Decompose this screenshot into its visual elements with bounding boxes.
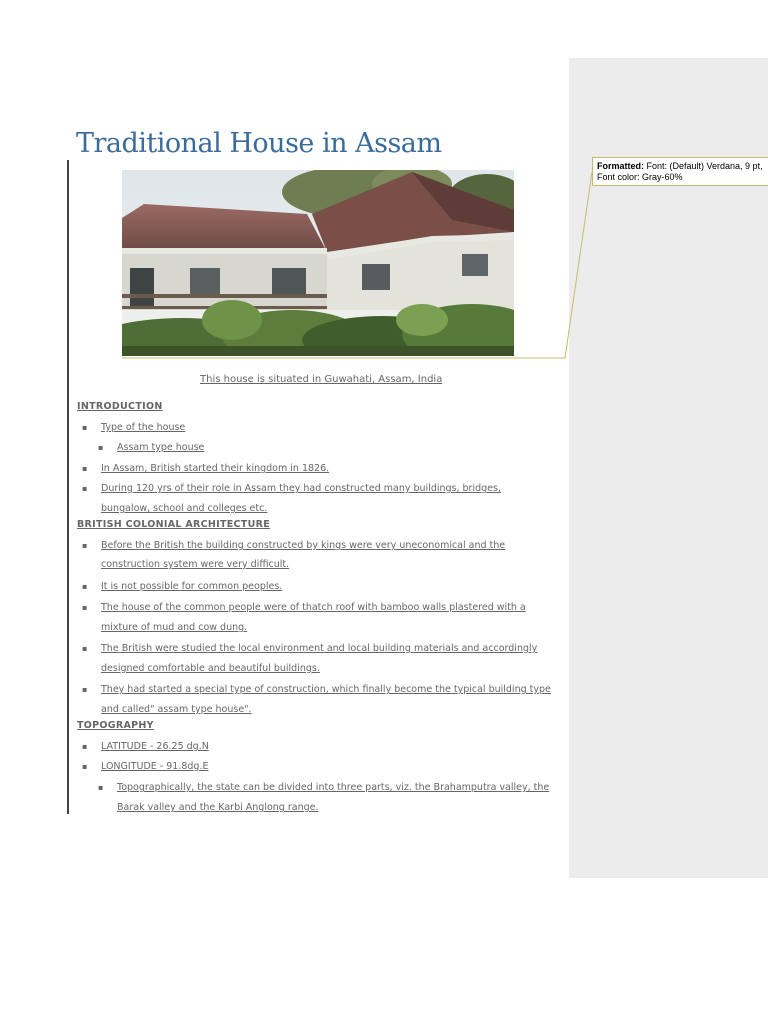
list-item: It is not possible for common peoples.	[101, 581, 283, 592]
list-item-continuation: designed comfortable and beautiful buildings.	[101, 663, 320, 674]
british-architecture-heading: BRITISH COLONIAL ARCHITECTURE	[77, 519, 271, 530]
bullet-marker: ▪	[82, 541, 88, 550]
list-item: In Assam, British started their kingdom in 1826.	[101, 463, 330, 474]
bullet-marker: ▪	[82, 603, 88, 612]
bullet-marker: ▪	[98, 443, 104, 452]
list-item-continuation: Barak valley and the Karbi Anglong range.	[117, 802, 319, 813]
list-item-continuation: construction system were very difficult.	[101, 559, 290, 570]
document-title: Traditional House in Assam	[76, 128, 442, 159]
bullet-marker: ▪	[82, 484, 88, 493]
bullet-marker: ▪	[98, 783, 104, 792]
introduction-heading: INTRODUCTION	[77, 401, 163, 412]
bullet-marker: ▪	[82, 464, 88, 473]
list-item: Before the British the building constructed by kings were very uneconomical and the	[101, 540, 506, 551]
bullet-marker: ▪	[82, 742, 88, 751]
list-item-continuation: bungalow, school and colleges etc.	[101, 503, 268, 514]
bullet-marker: ▪	[82, 685, 88, 694]
list-item: Type of the house	[101, 422, 186, 433]
change-bar	[67, 160, 69, 814]
formatting-comment-balloon[interactable]	[592, 157, 768, 186]
topography-heading: TOPOGRAPHY	[77, 720, 154, 731]
list-item: They had started a special type of construction, which finally become the typical building type	[101, 684, 551, 695]
bullet-marker: ▪	[82, 582, 88, 591]
list-item: Topographically, the state can be divided into three parts, viz. the Brahamputra valley, the	[117, 782, 550, 793]
photo-caption: This house is situated in Guwahati, Assam, India	[200, 374, 443, 385]
list-item: The house of the common people were of thatch roof with bamboo walls plastered with a	[101, 602, 526, 613]
list-item: During 120 yrs of their role in Assam they had constructed many buildings, bridges,	[101, 483, 501, 494]
comment-text-line2: Font color: Gray-60%	[597, 172, 683, 182]
list-item-continuation: and called" assam type house".	[101, 704, 252, 715]
bullet-marker: ▪	[82, 644, 88, 653]
comment-label: Formatted:	[597, 161, 644, 171]
list-item: LATITUDE - 26.25 dg.N	[101, 741, 209, 752]
house-photo	[122, 170, 514, 356]
comment-text-line1: Font: (Default) Verdana, 9 pt,	[644, 161, 763, 171]
house-photo-icon	[122, 170, 514, 356]
list-item-continuation: mixture of mud and cow dung.	[101, 622, 248, 633]
list-item: The British were studied the local environment and local building materials and accordingly	[101, 643, 538, 654]
bullet-marker: ▪	[82, 762, 88, 771]
list-item: Assam type house	[117, 442, 205, 453]
bullet-marker: ▪	[82, 423, 88, 432]
list-item: LONGITUDE - 91.8dg.E	[101, 761, 209, 772]
